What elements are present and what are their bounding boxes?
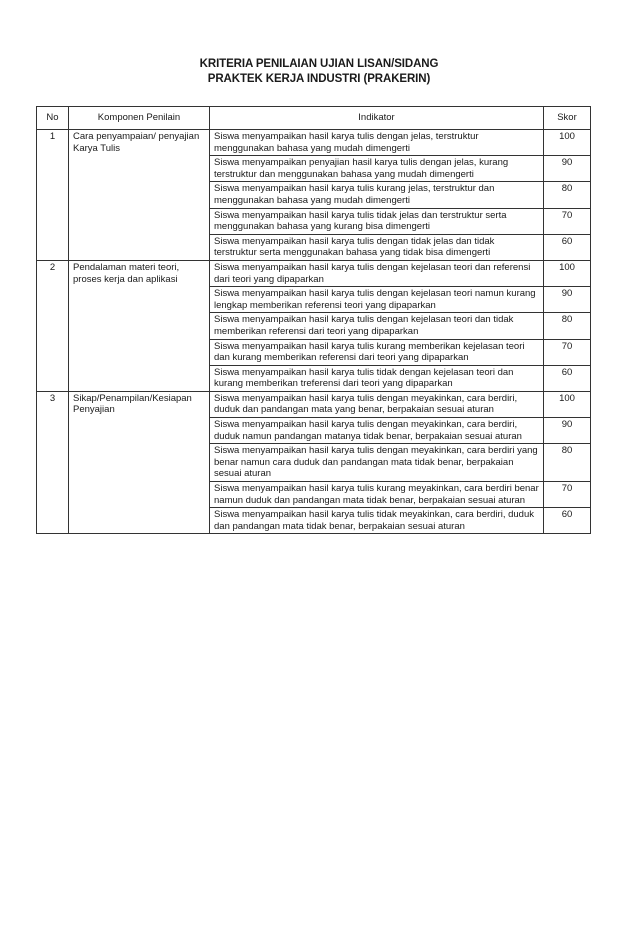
skor-cell: 60 bbox=[544, 234, 591, 260]
skor-cell: 60 bbox=[544, 508, 591, 534]
table-row bbox=[37, 260, 591, 286]
skor-cell: 70 bbox=[544, 482, 591, 508]
skor-cell: 90 bbox=[544, 156, 591, 182]
header-skor: Skor bbox=[544, 107, 591, 130]
indikator-cell: Siswa menyampaikan hasil karya tulis dengan kejelasan teori namun kurang lengkap memberikan referensi teori yang dipaparkan bbox=[210, 287, 544, 313]
skor-cell: 60 bbox=[544, 365, 591, 391]
indikator-cell: Siswa menyampaikan hasil karya tulis dengan kejelasan teori dan tidak memberikan referensi dari teori yang dipaparkan bbox=[210, 313, 544, 339]
indikator-cell: Siswa menyampaikan hasil karya tulis tidak jelas dan terstruktur serta menggunakan bahasa yang kurang bisa dimengerti bbox=[210, 208, 544, 234]
group-number: 3 bbox=[37, 391, 69, 534]
group-komponen: Cara penyampaian/ penyajian Karya Tulis bbox=[69, 130, 210, 261]
skor-cell: 100 bbox=[544, 391, 591, 417]
indikator-cell: Siswa menyampaikan hasil karya tulis kurang memberikan kejelasan teori dan kurang memberikan referensi dari teori yang dipaparkan bbox=[210, 339, 544, 365]
skor-cell: 70 bbox=[544, 339, 591, 365]
skor-cell: 70 bbox=[544, 208, 591, 234]
indikator-cell: Siswa menyampaikan hasil karya tulis kurang jelas, terstruktur dan menggunakan bahasa yang mudah dimengerti bbox=[210, 182, 544, 208]
group-number: 2 bbox=[37, 260, 69, 391]
indikator-cell: Siswa menyampaikan hasil karya tulis dengan tidak jelas dan tidak terstruktur serta menggunakan bahasa yang tidak bisa dimengerti bbox=[210, 234, 544, 260]
skor-cell: 100 bbox=[544, 260, 591, 286]
table-row bbox=[37, 391, 591, 417]
header-komponen: Komponen Penilain bbox=[69, 107, 210, 130]
indikator-cell: Siswa menyampaikan hasil karya tulis dengan meyakinkan, cara berdiri, duduk dan pandangan mata yang benar, berpakaian sesuai aturan bbox=[210, 391, 544, 417]
table-row bbox=[37, 130, 591, 156]
skor-cell: 90 bbox=[544, 287, 591, 313]
indikator-cell: Siswa menyampaikan hasil karya tulis kurang meyakinkan, cara berdiri benar namun duduk dan pandangan mata tidak benar, berpakaian sesuai aturan bbox=[210, 482, 544, 508]
indikator-cell: Siswa menyampaikan hasil karya tulis dengan jelas, terstruktur menggunakan bahasa yang mudah dimengerti bbox=[210, 130, 544, 156]
header-indikator: Indikator bbox=[210, 107, 544, 130]
group-komponen: Sikap/Penampilan/Kesiapan Penyajian bbox=[69, 391, 210, 534]
header-no: No bbox=[37, 107, 69, 130]
skor-cell: 100 bbox=[544, 130, 591, 156]
group-number: 1 bbox=[37, 130, 69, 261]
indikator-cell: Siswa menyampaikan hasil karya tulis tidak dengan kejelasan teori dan kurang memberikan treferensi dari teori yang dipaparkan bbox=[210, 365, 544, 391]
table-header-row bbox=[37, 107, 591, 130]
indikator-cell: Siswa menyampaikan hasil karya tulis tidak meyakinkan, cara berdiri, duduk dan pandangan mata tidak benar, berpakaian sesuai aturan bbox=[210, 508, 544, 534]
kriteria-table bbox=[36, 106, 591, 534]
indikator-cell: Siswa menyampaikan hasil karya tulis dengan kejelasan teori dan referensi dari teori yang dipaparkan bbox=[210, 260, 544, 286]
group-komponen: Pendalaman materi teori, proses kerja dan aplikasi bbox=[69, 260, 210, 391]
skor-cell: 80 bbox=[544, 444, 591, 482]
document-title bbox=[0, 57, 638, 87]
indikator-cell: Siswa menyampaikan hasil karya tulis dengan meyakinkan, cara berdiri yang benar namun cara duduk dan pandangan mata tidak benar, berpakaian sesuai aturan bbox=[210, 444, 544, 482]
skor-cell: 80 bbox=[544, 313, 591, 339]
indikator-cell: Siswa menyampaikan penyajian hasil karya tulis dengan jelas, kurang terstruktur dan menggunakan bahasa yang mudah dimengerti bbox=[210, 156, 544, 182]
title-line-1: KRITERIA PENILAIAN UJIAN LISAN/SIDANG bbox=[199, 58, 439, 70]
title-line-2: PRAKTEK KERJA INDUSTRI (PRAKERIN) bbox=[207, 73, 431, 85]
indikator-cell: Siswa menyampaikan hasil karya tulis dengan meyakinkan, cara berdiri, duduk namun pandangan matanya tidak benar, berpakaian sesuai aturan bbox=[210, 418, 544, 444]
skor-cell: 80 bbox=[544, 182, 591, 208]
skor-cell: 90 bbox=[544, 418, 591, 444]
